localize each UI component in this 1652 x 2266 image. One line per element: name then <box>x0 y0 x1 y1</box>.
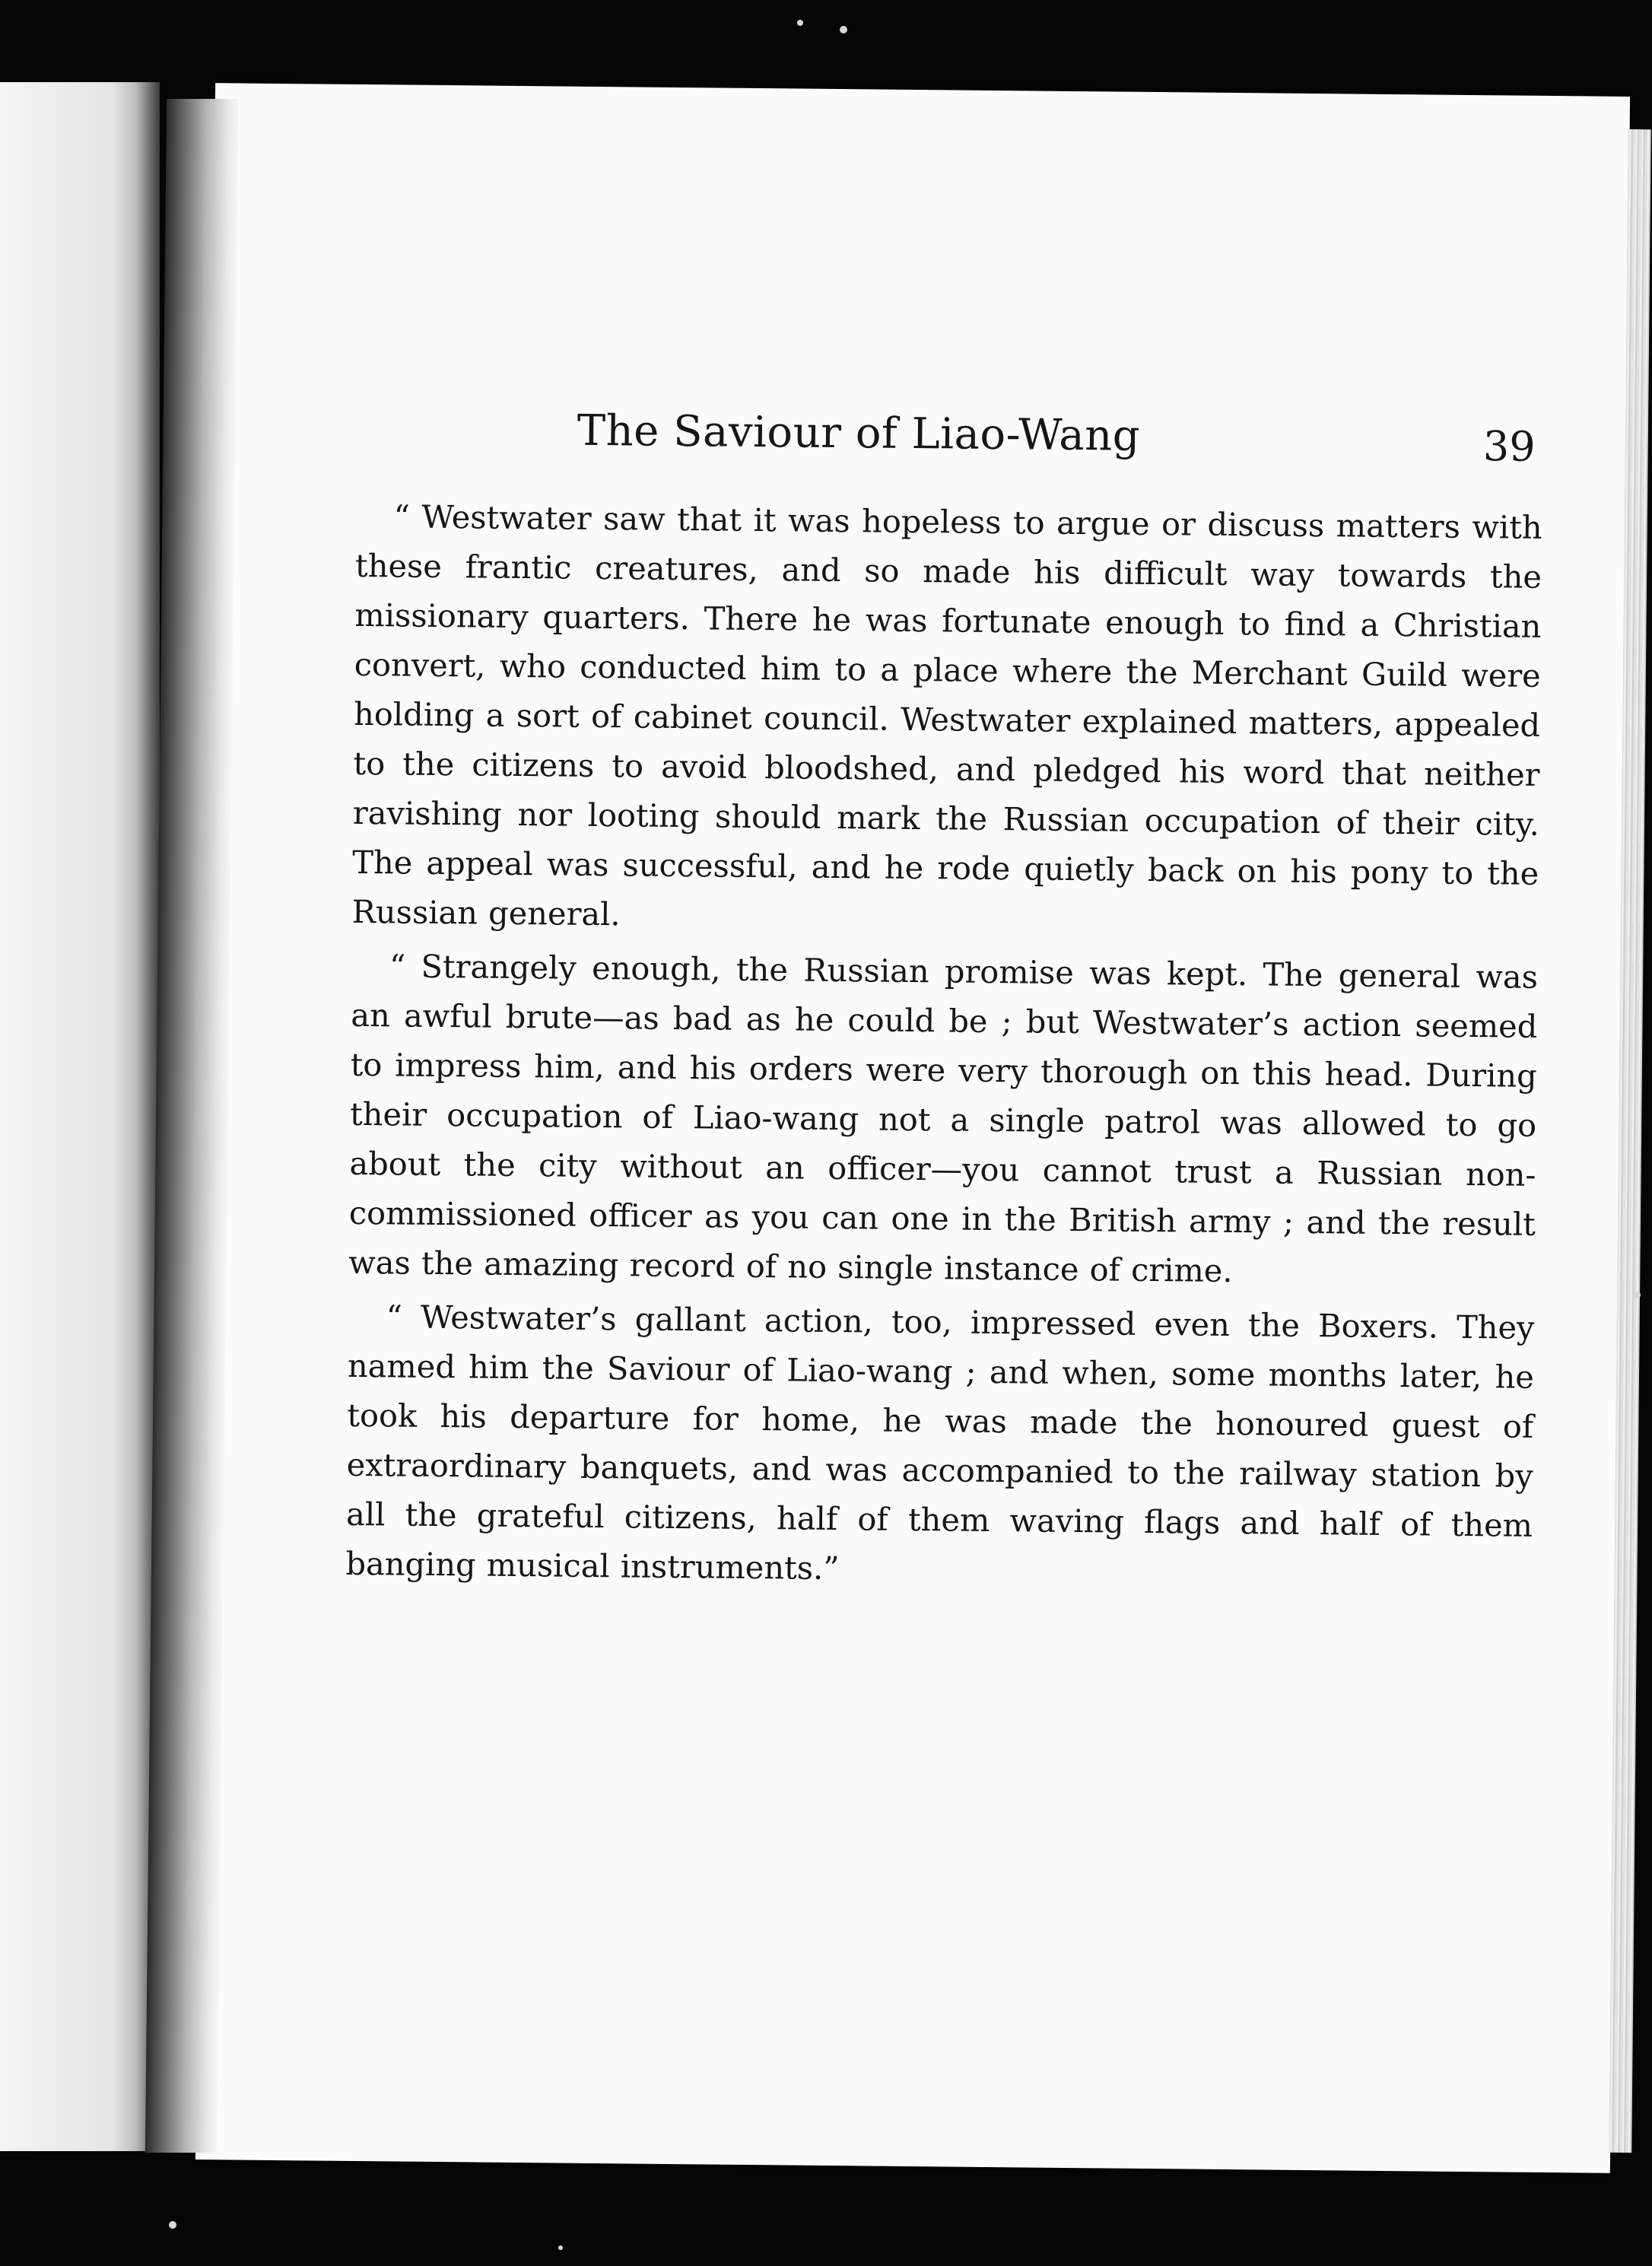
paragraph: “ Strangely enough, the Russian promise was kept. The general was an awful brute—as bad as he could be ; but Westwater’s action seemed to impress him, and his orders were very thorough on this head. During their occupation of Liao-wang not a single patrol was allowed to go about the city without an officer—you cannot trust a Russian non-commissioned officer as you can one in the British army ; and the result was the amazing record of no single instance of crime. <box>348 947 1539 1290</box>
dust-speck <box>169 2221 176 2229</box>
dust-speck <box>558 2245 563 2250</box>
paragraph: “ Westwater’s gallant action, too, impressed even the Boxers. They named him the Saviour of Liao-wang ; and when, some months later, he took his departure for home, he was made the honoured guest of extraordinary banquets, and was accompanied to the railway station by all the grateful citizens, half of them waving flags and half of them banging musical instruments.” <box>345 1298 1535 1587</box>
body-text <box>345 491 1542 1600</box>
paragraph: “ Westwater saw that it was hopeless to argue or discuss matters with these frantic creatures, and so made his difficult way towards the missionary quarters. There he was fortunate enough to find a Christian convert, who conducted him to a place where the Merchant Guild were holding a sort of cabinet council. Westwater explained matters, appealed to the citizens to avoid bloodshed, and pledged his word that neither ravishing nor looting should mark the Russian occupation of their city. The appeal was successful, and he rode quietly back on his pony to the Russian general. <box>351 497 1542 933</box>
dust-speck <box>840 26 847 33</box>
book-page <box>195 83 1630 2173</box>
left-page-edge <box>0 82 160 2151</box>
page-number: 39 <box>1482 422 1536 471</box>
dust-speck <box>797 20 803 26</box>
dust-speck <box>1634 1292 1641 1298</box>
page-content <box>345 305 1544 1587</box>
running-header <box>357 305 1544 471</box>
running-title: The Saviour of Liao-Wang <box>577 405 1141 461</box>
